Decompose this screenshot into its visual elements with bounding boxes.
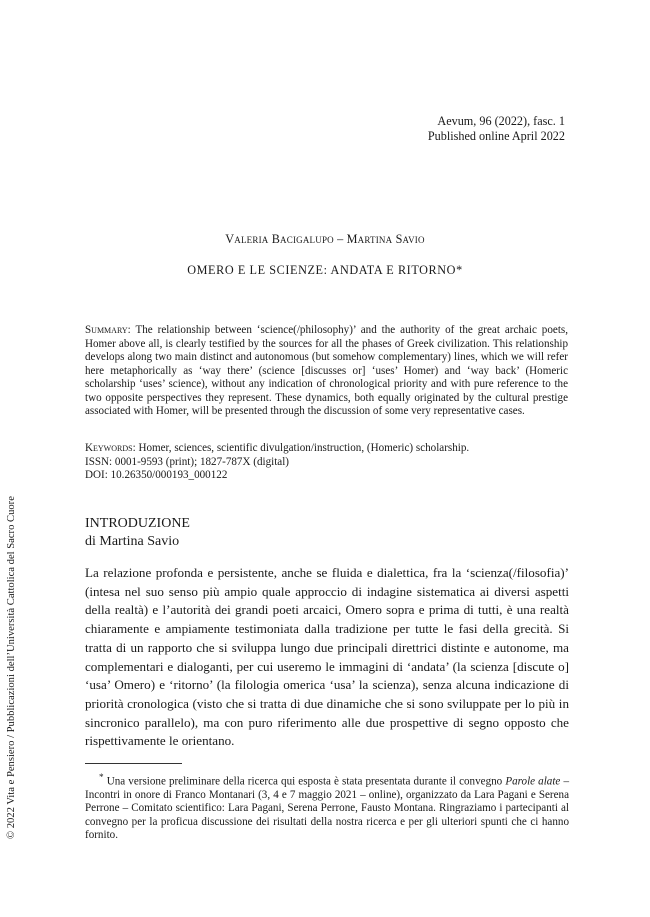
footnote-text: – Incontri in onore di Franco Montanari (3, 4 e 7 maggio 2021 – online), organizzato da Lara Pagani e Serena Perrone – Comitato scientifico: Lara Pagani, Serena Perrone, Fausto Montana. Ringraziamo i partecipanti al convegno per la proficua discussione dei risultati della nostra ricerca e per gli ulteriori spunti che ci hanno fornito. — [85, 775, 569, 841]
footnote-intro: Una versione preliminare della ricerca qui esposta è stata presentata durante il convegno — [106, 775, 503, 788]
publication-date: Published online April 2022 — [427, 129, 565, 143]
section-heading: INTRODUZIONE — [85, 516, 190, 531]
abstract-text: The relationship between ‘science(/philosophy)’ and the authority of the great archaic poets, Homer above all, is clearly testified by the sources for all the phases of Greek civilization. This relationship develops along two main distinct and autonomous (but somehow complementary) lines, which we will refer here metaphorically as ‘way there’ (science [discusses or] ‘uses’ Homer) and ‘way back’ (Homeric scholarship ‘uses’ science), without any indication of chronological priority and with pure reference to the two opposite perspectives they represent. These dynamics, both equally originated by the cultural prestige associated with Homer, will be presented through the discussion of some very representative cases. — [85, 324, 568, 417]
article-title: OMERO E LE SCIENZE: ANDATA E RITORNO* — [187, 263, 463, 277]
keywords-text: Homer, sciences, scientific divulgation/instruction, (Homeric) scholarship. — [138, 442, 470, 454]
article-authors: Valeria Bacigalupo – Martina Savio — [225, 232, 425, 246]
abstract — [85, 324, 568, 419]
footnote — [85, 772, 569, 842]
footnote-marker: * — [99, 773, 104, 783]
doi: DOI: 10.26350/000193_000122 — [85, 469, 228, 481]
keywords — [85, 442, 568, 456]
issn: ISSN: 0001-9593 (print); 1827-787X (digital) — [85, 455, 289, 468]
body-paragraph: La relazione profonda e persistente, anche se fluida e dialettica, fra la ‘scienza(/filosofia)’ (intesa nel suo senso più ampio quale approccio di indagine sistematica ai diversi aspetti della realtà) e l’autorità dei grandi poeti arcaici, Omero sopra e prima di tutti, è una realtà chiaramente e ampiamente testimoniata dalla tradizione per tutte le fasi della grecità. Si tratta di un rapporto che si sviluppa lungo due principali direttrici distinte e autonome, ma complementari e dialoganti, per cui useremo le immagini di ‘andata’ (la scienza [discute o] ‘usa’ Omero) e ‘ritorno’ (la filologia omerica ‘usa’ la scienza), senza alcuna indicazione di priorità cronologica (visto che si tratta di due dinamiche che si sono sviluppate per lo più in sincronico parallelo), ma con puro riferimento alle due prospettive di segno opposto che rispettivamente le orientano. — [85, 565, 569, 749]
journal-citation: Aevum, 96 (2022), fasc. 1 — [437, 114, 565, 128]
article-metadata — [85, 442, 568, 483]
section-byline: di Martina Savio — [85, 534, 180, 549]
copyright-side-credit: © 2022 Vita e Pensiero / Pubblicazioni dell’Università Cattolica del Sacro Cuore — [6, 496, 17, 839]
footnote-event-title: Parole alate — [505, 775, 561, 788]
abstract-label: Summary: — [85, 324, 131, 336]
footnote-divider — [85, 763, 182, 764]
keywords-label: Keywords: — [85, 442, 136, 454]
journal-info — [428, 114, 565, 144]
